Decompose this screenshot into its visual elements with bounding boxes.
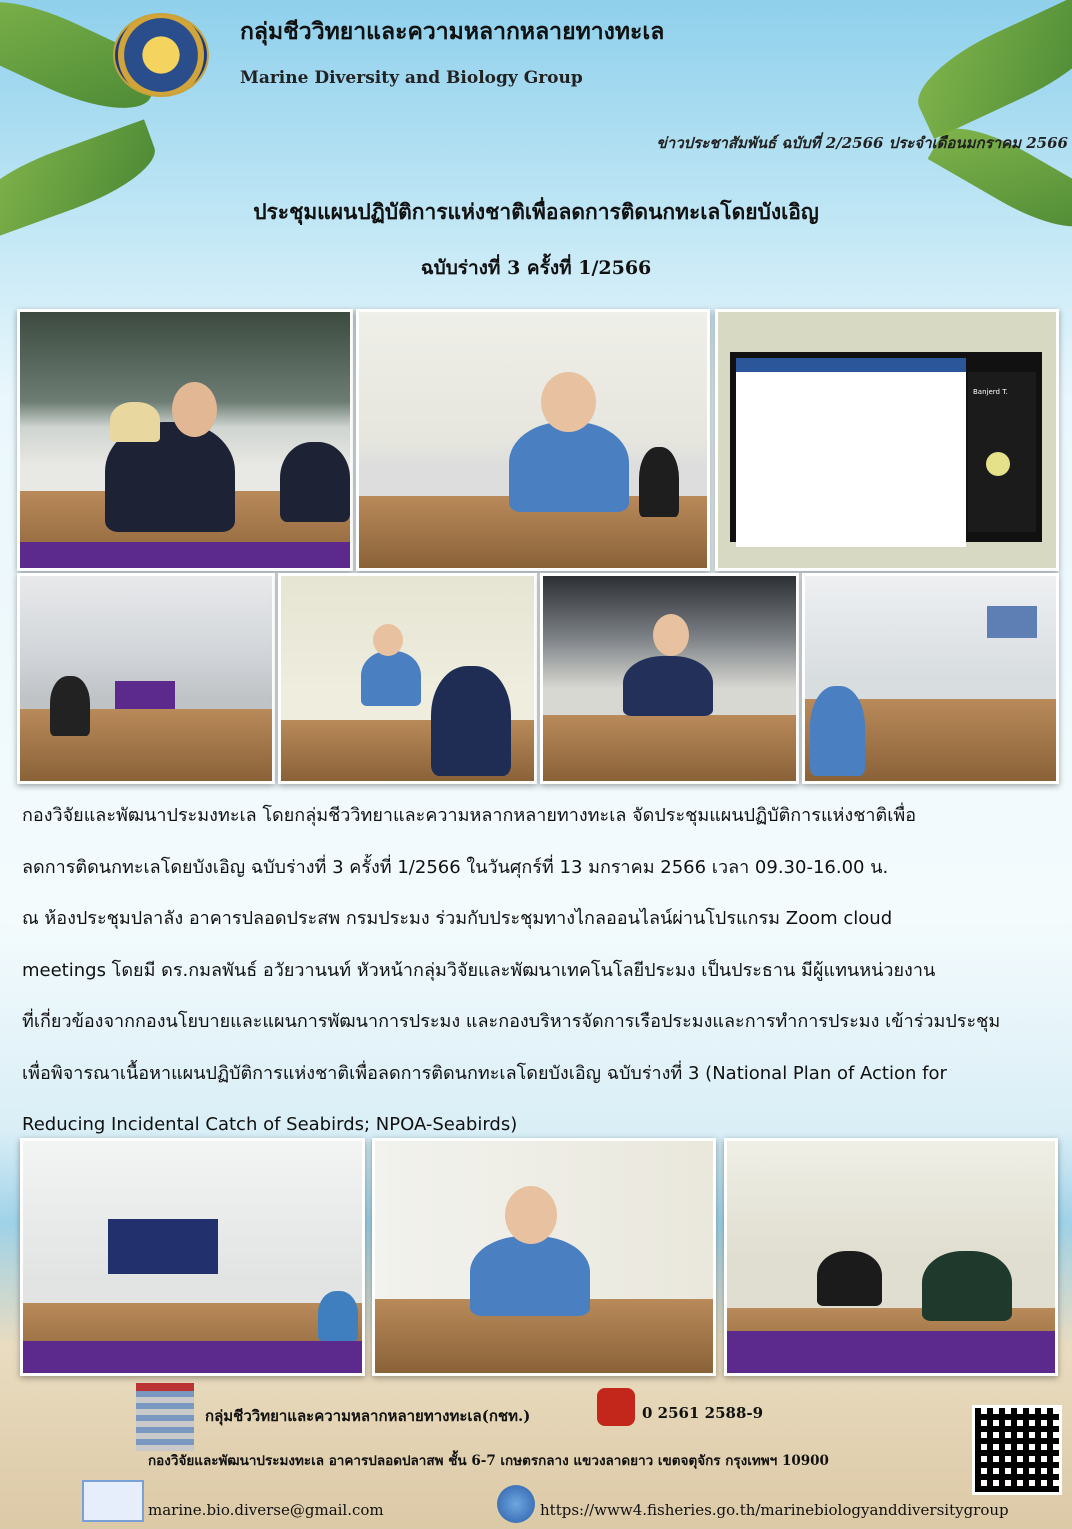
footer-address: กองวิจัยและพัฒนาประมงทะเล อาคารปลอดปลาสพ ชั้น 6-7 เกษตรกลาง แขวงลาดยาว เขตจตุจักร กรุงเทพฯ 10900	[148, 1453, 829, 1469]
body-line-1: กองวิจัยและพัฒนาประมงทะเล โดยกลุ่มชีววิทยาและความหลากหลายทางทะเล จัดประชุมแผนปฏิบัติการแห่งชาติเพื่อ	[22, 805, 917, 826]
email-icon	[82, 1480, 144, 1522]
meeting-photo-2	[356, 309, 710, 571]
meeting-photo-10	[724, 1138, 1058, 1376]
palm-leaf-top-right	[905, 0, 1072, 139]
org-name-english: Marine Diversity and Biology Group	[240, 68, 583, 88]
body-line-7: Reducing Incidental Catch of Seabirds; NPOA-Seabirds)	[22, 1114, 518, 1135]
footer-website[interactable]: https://www4.fisheries.go.th/marinebiologyanddiversitygroup	[540, 1501, 1009, 1519]
footer-group-name: กลุ่มชีววิทยาและความหลากหลายทางทะเล(กชท.)	[205, 1407, 531, 1425]
body-line-6: เพื่อพิจารณาเนื้อหาแผนปฏิบัติการแห่งชาติเพื่อลดการติดนกทะเลโดยบังเอิญ ฉบับร่างที่ 3 (National Plan of Action for	[22, 1062, 947, 1084]
footer-email[interactable]: marine.bio.diverse@gmail.com	[148, 1501, 384, 1519]
body-line-3: ณ ห้องประชุมปลาลัง อาคารปลอดประสพ กรมประมง ร่วมกับประชุมทางไกลออนไลน์ผ่านโปรแกรม Zoom cloud	[22, 908, 893, 929]
phone-icon	[597, 1388, 635, 1426]
press-release-issue: ข่าวประชาสัมพันธ์ ฉบับที่ 2/2566 ประจำเดือนมกราคม 2566	[656, 134, 1068, 152]
meeting-photo-9	[372, 1138, 716, 1376]
meeting-photo-4	[17, 573, 275, 784]
meeting-photo-6	[540, 573, 799, 784]
fisheries-department-logo	[113, 13, 209, 97]
meeting-photo-3-screen	[715, 309, 1059, 571]
meeting-photo-7	[802, 573, 1059, 784]
meeting-photo-8	[20, 1138, 365, 1376]
org-name-thai: กลุ่มชีววิทยาและความหลากหลายทางทะเล	[240, 18, 665, 45]
screen-user-label: Banjerd T.	[973, 388, 1008, 396]
building-icon	[136, 1383, 194, 1451]
meeting-photo-1	[17, 309, 353, 571]
headline-line-1: ประชุมแผนปฏิบัติการแห่งชาติเพื่อลดการติดนกทะเลโดยบังเอิญ	[253, 199, 819, 224]
footer-phone: 0 2561 2588-9	[642, 1404, 764, 1422]
globe-icon	[497, 1485, 535, 1523]
body-line-4: meetings โดยมี ดร.กมลพันธ์ อวัยวานนท์ หัวหน้ากลุ่มวิจัยและพัฒนาเทคโนโลยีประมง เป็นประธาน มีผู้แทนหน่วยงาน	[22, 959, 936, 981]
meeting-photo-5	[278, 573, 537, 784]
qr-code[interactable]	[972, 1405, 1062, 1495]
headline-line-2: ฉบับร่างที่ 3 ครั้งที่ 1/2566	[420, 257, 652, 279]
body-line-2: ลดการติดนกทะเลโดยบังเอิญ ฉบับร่างที่ 3 ครั้งที่ 1/2566 ในวันศุกร์ที่ 13 มกราคม 2566 เวลา 09.30-16.00 น.	[22, 856, 889, 878]
body-line-5: ที่เกี่ยวข้องจากกองนโยบายและแผนการพัฒนาการประมง และกองบริหารจัดการเรือประมงและการทำการประมง เข้าร่วมประชุม	[22, 1011, 1001, 1032]
article-body	[22, 790, 1050, 1151]
